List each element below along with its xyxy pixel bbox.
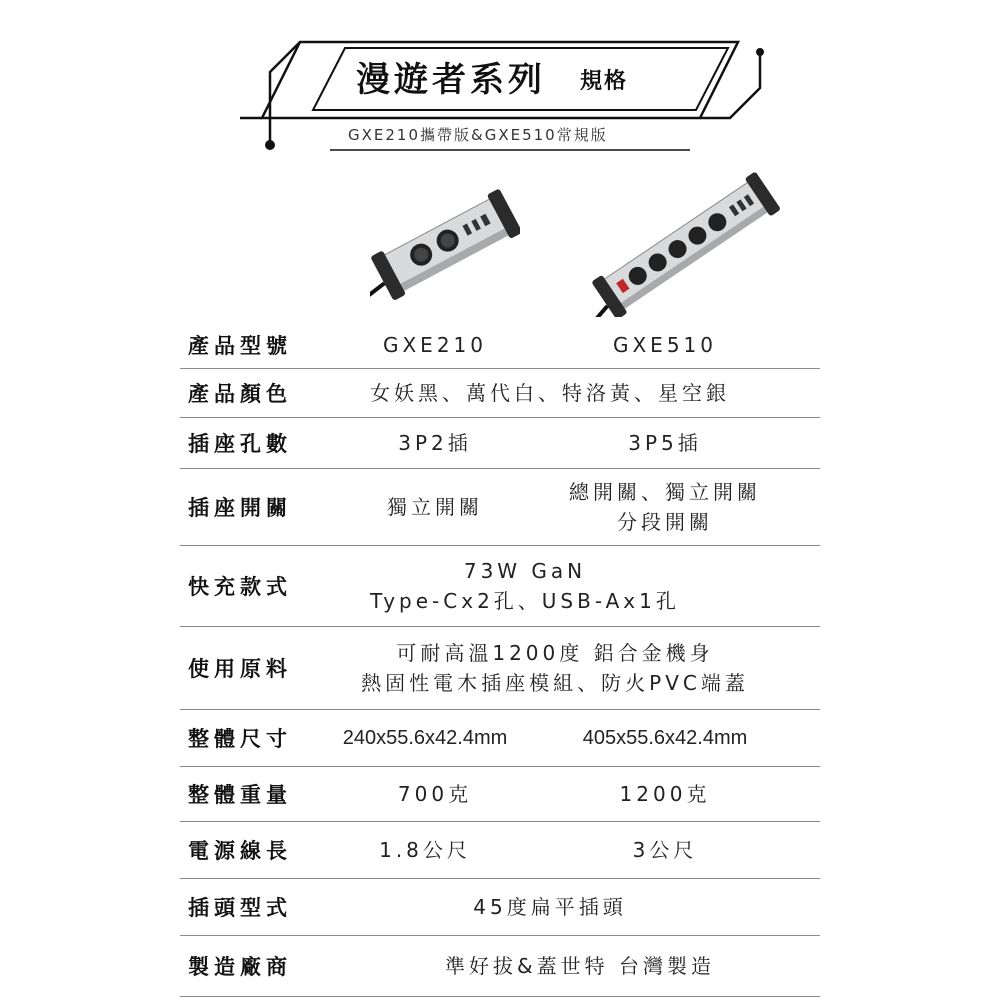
spec-value-gxe510: 405x55.6x42.4mm (582, 727, 748, 749)
spec-row-outlets (180, 418, 820, 469)
spec-value-line: 熱固性電木插座模組、防火PVC端蓋 (361, 671, 749, 695)
spec-value-gxe210: 240x55.6x42.4mm (342, 727, 508, 749)
spec-value-gxe210: 700克 (397, 782, 473, 806)
spec-value-line: 可耐高溫1200度 鋁合金機身 (396, 641, 714, 665)
spec-label: 整體尺寸 (188, 727, 292, 751)
spec-row-charge (180, 546, 820, 627)
spec-value-gxe510: 3P5插 (628, 431, 702, 455)
spec-value-gxe210: 獨立開關 (387, 495, 483, 519)
spec-value-gxe510 (550, 477, 780, 537)
spec-value-gxe210: GXE210 (382, 333, 487, 357)
spec-value-line: 分段開關 (617, 510, 713, 534)
spec-value-shared: 女妖黑、萬代白、特洛黃、星空銀 (370, 381, 730, 405)
spec-label: 電源線長 (188, 839, 292, 863)
page-title-suffix: 規格 (580, 69, 629, 94)
spec-value-shared (330, 638, 780, 698)
spec-label: 使用原料 (188, 657, 292, 681)
spec-value-shared (340, 556, 710, 616)
spec-label: 快充款式 (188, 575, 292, 599)
page-title: 漫遊者系列 (356, 60, 546, 100)
spec-label: 插座孔數 (188, 432, 292, 456)
spec-label: 整體重量 (188, 783, 292, 807)
spec-row-switch (180, 469, 820, 546)
spec-table (180, 322, 820, 997)
spec-label: 插座開關 (188, 496, 292, 520)
page-subtitle: GXE210攜帶版&GXE510常規版 (348, 126, 608, 144)
spec-value-line: Type-Cx2孔、USB-Ax1孔 (370, 589, 680, 613)
spec-row-size (180, 710, 820, 767)
header-banner (0, 0, 1000, 170)
spec-value-shared: 準好拔&蓋世特 台灣製造 (445, 954, 715, 978)
spec-value-gxe510: GXE510 (612, 333, 717, 357)
spec-row-model (180, 322, 820, 369)
spec-value-gxe210: 1.8公尺 (379, 838, 471, 862)
spec-row-material (180, 627, 820, 710)
spec-value-gxe510: 3公尺 (632, 838, 698, 862)
power-strip-5-outlet-image (590, 172, 780, 317)
spec-value-gxe210: 3P2插 (398, 431, 472, 455)
spec-row-plug (180, 879, 820, 936)
spec-value-shared: 45度扁平插頭 (473, 895, 627, 919)
spec-label: 產品顏色 (188, 382, 292, 406)
spec-label: 產品型號 (188, 334, 292, 358)
spec-row-cable (180, 822, 820, 879)
spec-row-weight (180, 767, 820, 822)
spec-row-color (180, 369, 820, 418)
spec-label: 製造廠商 (188, 955, 292, 979)
spec-value-line: 73W GaN (463, 559, 587, 583)
spec-value-line: 總開關、獨立開關 (569, 480, 761, 504)
power-strip-2-outlet-image (370, 180, 520, 305)
spec-value-gxe510: 1200克 (619, 782, 711, 806)
spec-row-maker (180, 936, 820, 997)
spec-label: 插頭型式 (188, 896, 292, 920)
